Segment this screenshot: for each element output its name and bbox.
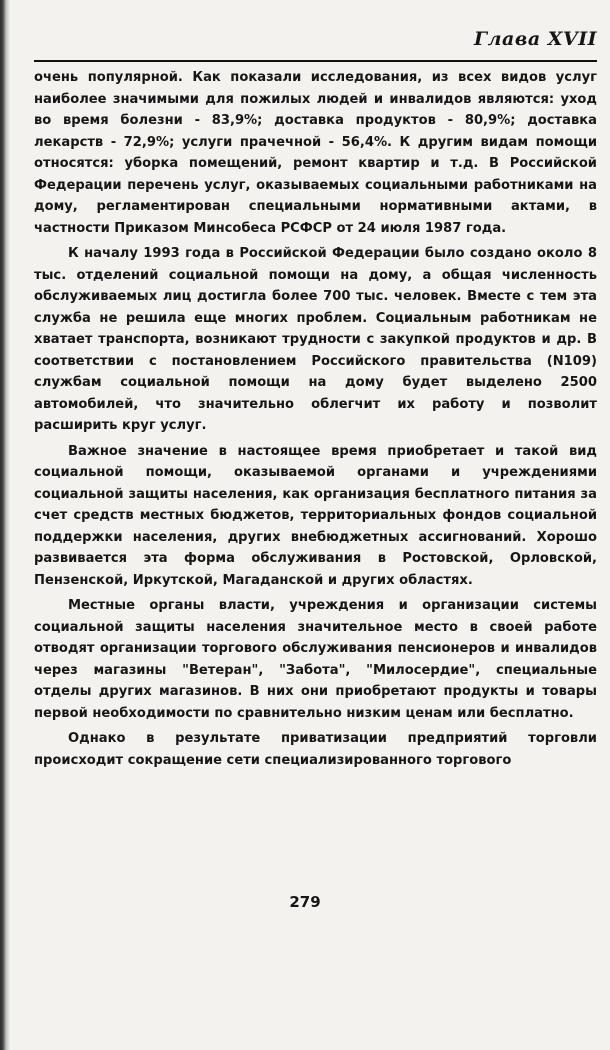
chapter-title: Глава XVII: [474, 28, 597, 50]
paragraph-continuation: очень популярной. Как показали исследования, из всех видов услуг наиболее значимыми для пожилых людей и инвалидов являются: уход во время болезни - 83,9%; доставка продуктов - 80,9%; доставка лекарств - 72,9%; услуги прачечной - 56,4%. К другим видам помощи относятся: уборка помещений, ремонт квартир и т.д. В Российской Федерации перечень услуг, оказываемых социальными работниками на дому, регламентирован специальными нормативными актами, в частности Приказом Минсобеса РСФСР от 24 июля 1987 года.: [34, 70, 597, 236]
body-text: [34, 67, 597, 775]
paragraph: Местные органы власти, учреждения и организации системы социальной защиты населения значительное место в своей работе отводят организации торгового обслуживания пенсионеров и инвалидов через магазины "Ветеран", "Забота", "Милосердие", специальные отделы других магазинов. В них они приобретают продукты и товары первой необходимости по сравнительно низким ценам или бесплатно.: [34, 598, 597, 721]
paragraph: К началу 1993 года в Российской Федерации было создано около 8 тыс. отделений социальной помощи на дому, а общая численность обслуживаемых лиц достигла более 700 тыс. человек. Вместе с тем эта служба не решила еще многих проблем. Социальным работникам не хватает транспорта, возникают трудности с закупкой продуктов и др. В соответствии с постановлением Российского правительства (N109) службам социальной помощи на дому будет выделено 2500 автомобилей, что значительно облегчит их работу и позволит расширить круг услуг.: [34, 246, 597, 433]
paragraph: Важное значение в настоящее время приобретает и такой вид социальной помощи, оказываемой органами и учреждениями социальной защиты населения, как организация бесплатного питания за счет средств местных бюджетов, территориальных фондов социальной поддержки населения, других внебюджетных ассигнований. Хорошо развивается эта форма обслуживания в Ростовской, Орловской, Пензенской, Иркутской, Магаданской и других областях.: [34, 443, 597, 588]
header-rule: [34, 60, 597, 62]
page-header: [34, 20, 597, 66]
paragraph: Однако в результате приватизации предприятий торговли происходит сокращение сети специализированного торгового: [34, 731, 597, 768]
page-number: 279: [289, 893, 321, 911]
